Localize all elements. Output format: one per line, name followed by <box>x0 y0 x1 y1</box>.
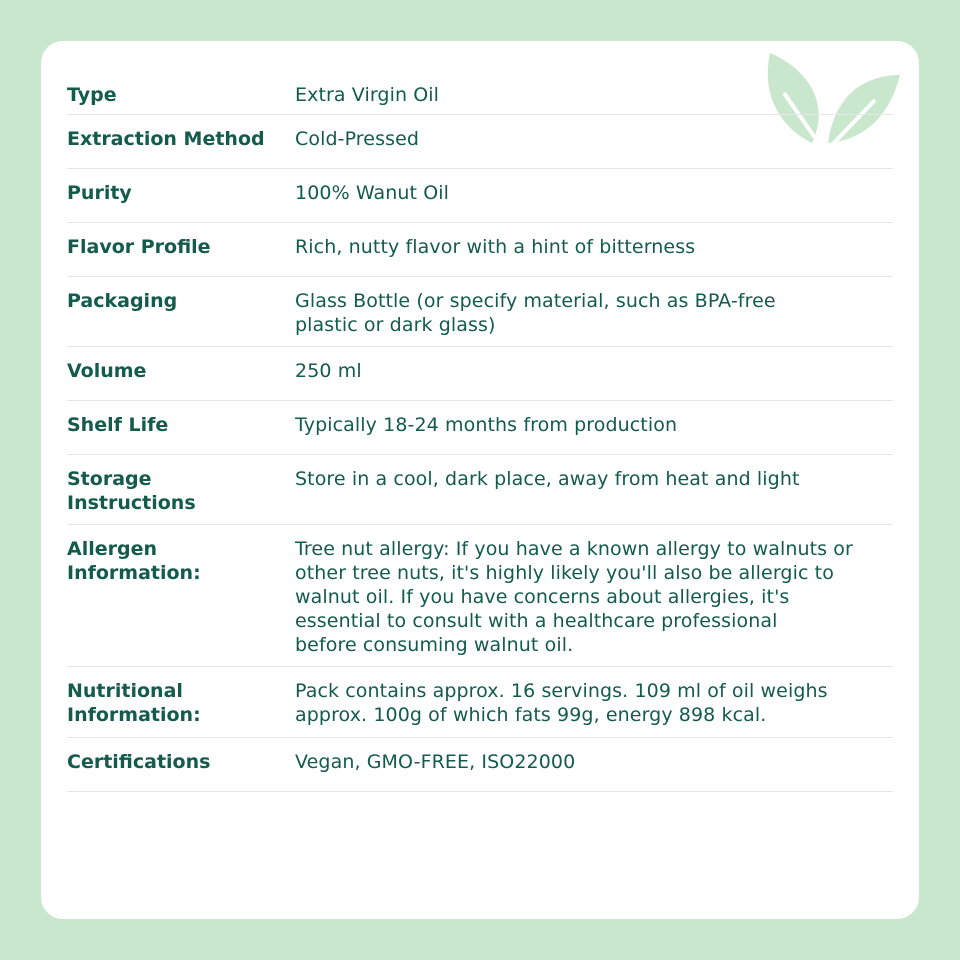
value-line: Typically 18-24 months from production <box>295 414 678 436</box>
spec-label <box>67 127 295 168</box>
spec-label <box>67 83 295 114</box>
spec-value <box>295 750 575 791</box>
value-line: before consuming walnut oil. <box>295 634 574 656</box>
spec-value <box>295 467 800 524</box>
value-line: Vegan, GMO-FREE, ISO22000 <box>295 751 576 773</box>
label-line: Certifications <box>67 751 211 773</box>
spec-label <box>67 181 295 222</box>
value-line: 100% Wanut Oil <box>295 182 450 204</box>
label-line: Information: <box>67 704 201 726</box>
spec-row-flavor-profile <box>67 223 893 277</box>
spec-value <box>295 359 362 400</box>
spec-value <box>295 83 439 114</box>
value-line: Glass Bottle (or specify material, such as BPA-free <box>295 290 776 312</box>
value-line: plastic or dark glass) <box>295 314 496 336</box>
spec-label <box>67 679 295 737</box>
spec-row-allergen-information <box>67 525 893 667</box>
value-line: Cold-Pressed <box>295 128 420 150</box>
value-line: 250 ml <box>295 360 362 382</box>
value-line: Store in a cool, dark place, away from heat and light <box>295 468 800 490</box>
spec-row-packaging <box>67 277 893 347</box>
spec-value <box>295 679 828 737</box>
value-line: Rich, nutty flavor with a hint of bitterness <box>295 236 696 258</box>
value-line: Tree nut allergy: If you have a known allergy to walnuts or <box>295 538 853 560</box>
spec-label <box>67 413 295 454</box>
label-line: Nutritional <box>67 680 183 702</box>
value-line: other tree nuts, it's highly likely you'll also be allergic to <box>295 562 834 584</box>
spec-value <box>295 181 449 222</box>
spec-row-shelf-life <box>67 401 893 455</box>
spec-label <box>67 235 295 276</box>
spec-value <box>295 127 419 168</box>
spec-value <box>295 235 695 276</box>
spec-row-extraction-method <box>67 115 893 169</box>
spec-label <box>67 537 295 666</box>
value-line: Extra Virgin Oil <box>295 84 440 106</box>
spec-value <box>295 537 853 666</box>
label-line: Information: <box>67 562 201 584</box>
value-line: essential to consult with a healthcare professional <box>295 610 778 632</box>
spec-value <box>295 413 677 454</box>
spec-row-purity <box>67 169 893 223</box>
label-line: Allergen <box>67 538 157 560</box>
label-line: Storage <box>67 468 152 490</box>
spec-row-type <box>67 70 893 115</box>
label-line: Purity <box>67 182 132 204</box>
spec-label <box>67 467 295 524</box>
spec-label <box>67 289 295 346</box>
label-line: Instructions <box>67 492 196 514</box>
label-line: Flavor Profile <box>67 236 211 258</box>
spec-row-certifications <box>67 738 893 792</box>
spec-row-storage-instructions <box>67 455 893 525</box>
value-line: approx. 100g of which fats 99g, energy 898 kcal. <box>295 704 767 726</box>
spec-value <box>295 289 776 346</box>
spec-row-nutritional-information <box>67 667 893 738</box>
spec-table <box>67 70 893 792</box>
label-line: Volume <box>67 360 147 382</box>
value-line: Pack contains approx. 16 servings. 109 ml of oil weighs <box>295 680 828 702</box>
spec-label <box>67 359 295 400</box>
spec-label <box>67 750 295 791</box>
label-line: Packaging <box>67 290 178 312</box>
label-line: Type <box>67 84 117 106</box>
spec-row-volume <box>67 347 893 401</box>
label-line: Extraction Method <box>67 128 265 150</box>
value-line: walnut oil. If you have concerns about allergies, it's <box>295 586 790 608</box>
label-line: Shelf Life <box>67 414 169 436</box>
